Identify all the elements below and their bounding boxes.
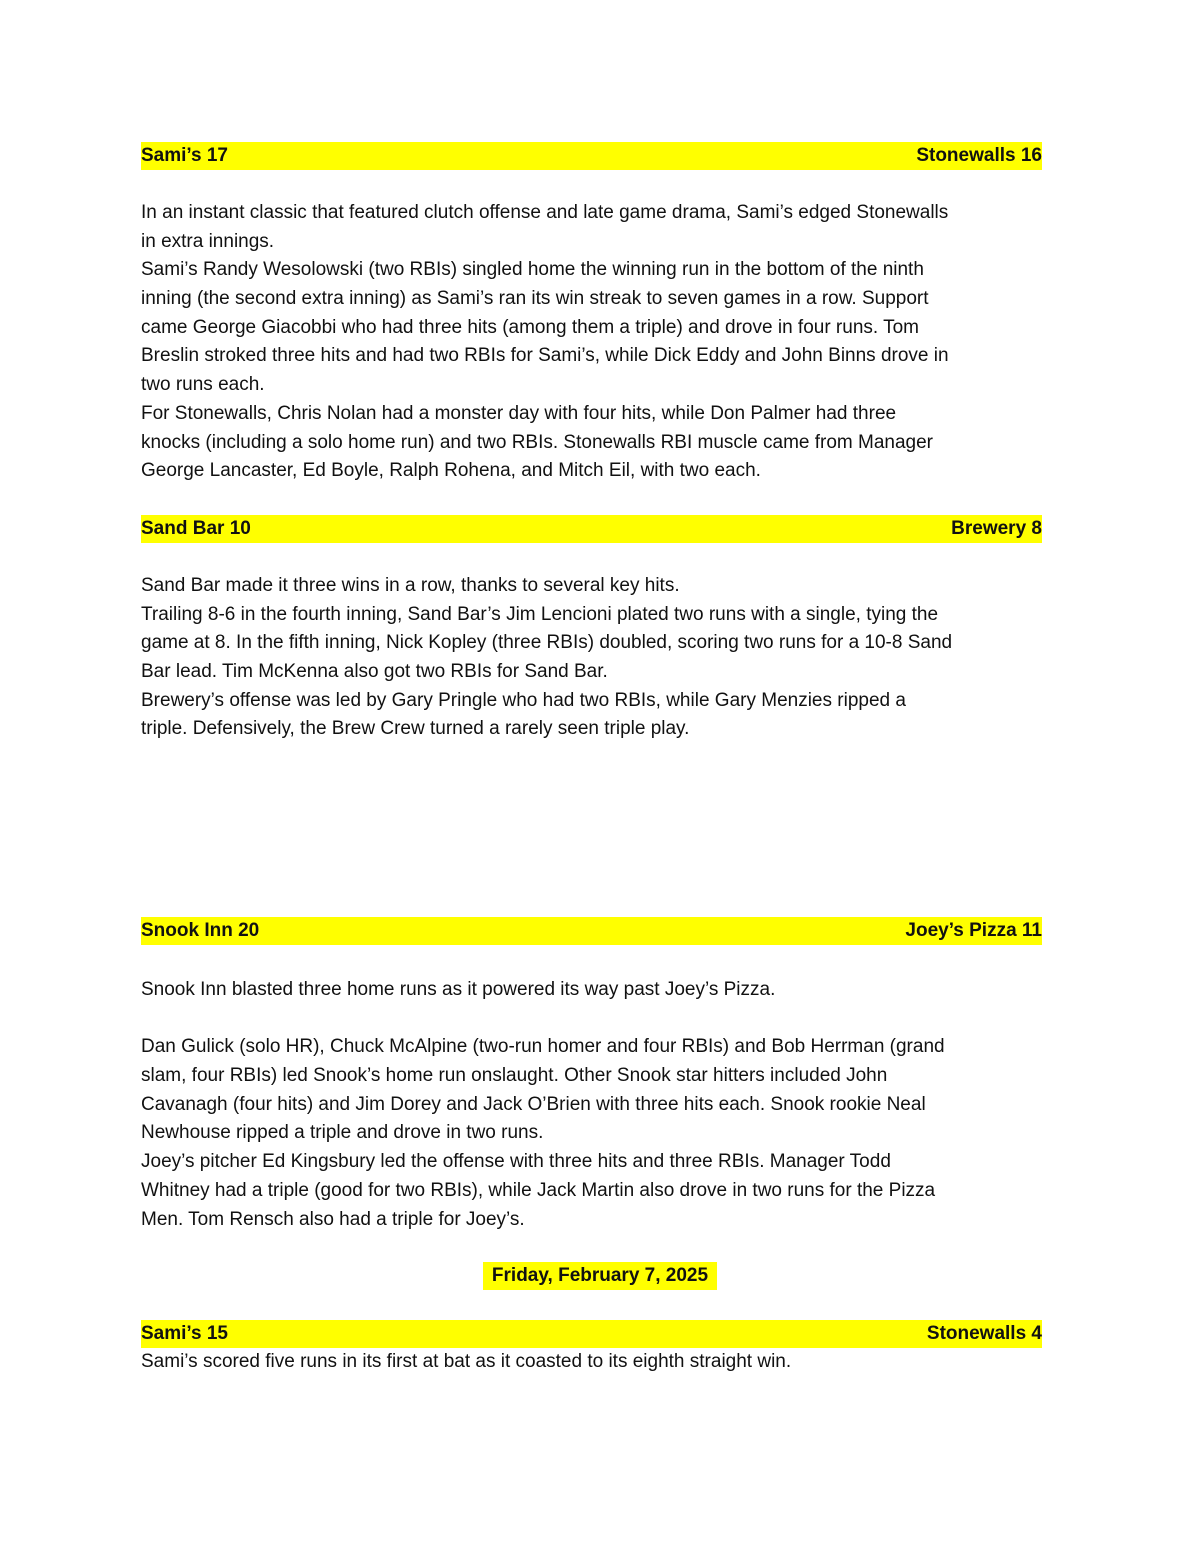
recap-line: slam, four RBIs) led Snook’s home run onslaught. Other Snook star hitters included John — [141, 1065, 888, 1087]
recap-line: Men. Tom Rensch also had a triple for Joey’s. — [141, 1208, 525, 1230]
recap-line: Sand Bar made it three wins in a row, thanks to several key hits. — [141, 575, 680, 596]
winner-score: Sami’s 15 — [141, 1323, 228, 1344]
loser-score: Stonewalls 4 — [926, 1323, 1042, 1344]
game-score-header — [141, 142, 1042, 170]
game-score-header — [141, 917, 1042, 945]
recap-line: triple. Defensively, the Brew Crew turned a rarely seen triple play. — [141, 718, 690, 740]
recap-line: came George Giacobbi who had three hits (among them a triple) and drove in four runs. Tom — [141, 316, 919, 338]
game-recap — [141, 572, 1081, 744]
recap-line: Dan Gulick (solo HR), Chuck McAlpine (two-run homer and four RBIs) and Bob Herrman (grand — [141, 1036, 945, 1058]
winner-score: Sand Bar 10 — [141, 518, 251, 539]
winner-score: Sami’s 17 — [141, 145, 228, 166]
game-score-header — [141, 1320, 1042, 1348]
recap-line: Breslin stroked three hits and had two RBIs for Sami’s, while Dick Eddy and John Binns drove in — [141, 345, 949, 367]
game-score-header — [141, 515, 1042, 543]
recap-line — [141, 1005, 1081, 1034]
recap-line: For Stonewalls, Chris Nolan had a monster day with four hits, while Don Palmer had three — [141, 402, 897, 424]
recap-line: Sami’s Randy Wesolowski (two RBIs) singled home the winning run in the bottom of the ninth — [141, 259, 924, 281]
recap-line: Snook Inn blasted three home runs as it powered its way past Joey’s Pizza. — [141, 979, 776, 1000]
recap-line: Cavanagh (four hits) and Jim Dorey and Jack O’Brien with three hits each. Snook rookie Neal — [141, 1093, 926, 1115]
recap-line: George Lancaster, Ed Boyle, Ralph Rohena, and Mitch Eil, with two each. — [141, 460, 761, 482]
recap-line: inning (the second extra inning) as Sami’s ran its win streak to seven games in a row. Support — [141, 288, 929, 310]
recap-line: Bar lead. Tim McKenna also got two RBIs for Sand Bar. — [141, 661, 608, 683]
recap-line: Whitney had a triple (good for two RBIs), while Jack Martin also drove in two runs for the Pizza — [141, 1179, 936, 1201]
recap-line: Brewery’s offense was led by Gary Pringle who had two RBIs, while Gary Menzies ripped a — [141, 689, 906, 711]
recap-line: In an instant classic that featured clutch offense and late game drama, Sami’s edged Stonewalls — [141, 202, 949, 223]
recap-line: two runs each. — [141, 374, 265, 396]
loser-score: Brewery 8 — [951, 518, 1042, 539]
date-heading: Friday, February 7, 2025 — [483, 1262, 717, 1290]
loser-score: Joey’s Pizza 11 — [905, 920, 1042, 941]
game-recap — [141, 976, 1081, 1234]
game-recap — [141, 1348, 1081, 1377]
recap-line: in extra innings. — [141, 230, 275, 252]
recap-line: Joey’s pitcher Ed Kingsbury led the offense with three hits and three RBIs. Manager Todd — [141, 1151, 891, 1173]
recap-line: Trailing 8-6 in the fourth inning, Sand Bar’s Jim Lencioni plated two runs with a single, tying the — [141, 603, 939, 625]
recap-line: Newhouse ripped a triple and drove in two runs. — [141, 1122, 544, 1144]
recap-line: game at 8. In the fifth inning, Nick Kopley (three RBIs) doubled, scoring two runs for a 10-8 Sand — [141, 632, 953, 654]
recap-line: knocks (including a solo home run) and two RBIs. Stonewalls RBI muscle came from Manager — [141, 431, 934, 453]
game-recap — [141, 199, 1081, 486]
loser-score: Stonewalls 16 — [916, 145, 1042, 166]
winner-score: Snook Inn 20 — [141, 920, 260, 941]
recap-line: Sami’s scored five runs in its first at bat as it coasted to its eighth straight win. — [141, 1351, 792, 1372]
